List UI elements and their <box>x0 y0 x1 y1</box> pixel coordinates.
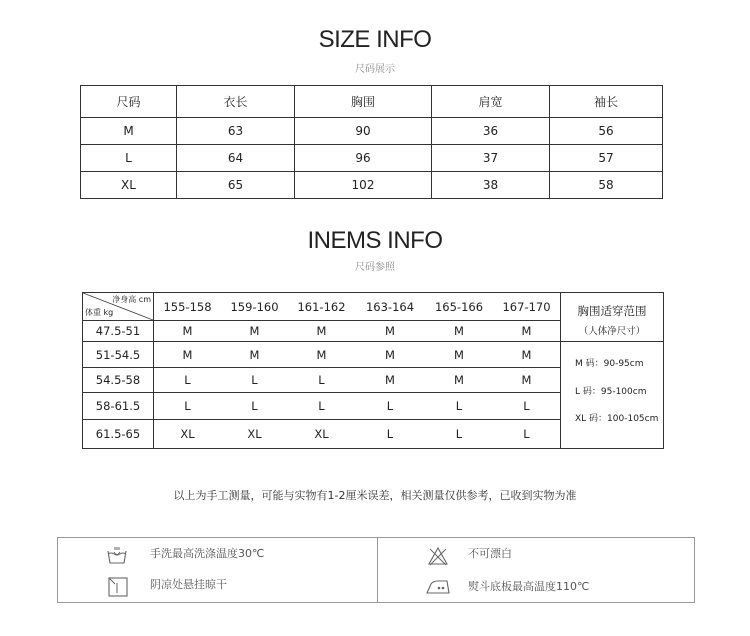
size-cell: L <box>221 393 288 420</box>
size-cell: XL <box>154 420 222 449</box>
height-header: 155-158 <box>154 293 222 321</box>
table-cell: L <box>81 145 177 172</box>
size-info-title: SIZE INFO <box>318 26 432 53</box>
no-bleach-label: 不可漂白 <box>468 547 512 560</box>
hand-wash-icon <box>106 546 128 570</box>
header-cell: 衣长 <box>177 86 295 118</box>
size-cell: M <box>521 324 532 338</box>
chest-range-list <box>561 342 664 449</box>
size-cell: M <box>316 324 327 338</box>
weight-cell: 61.5-65 <box>83 420 154 449</box>
table-cell: 57 <box>550 145 663 172</box>
care-instructions <box>57 537 695 603</box>
table-row <box>83 321 664 342</box>
table-cell: 90 <box>295 118 432 145</box>
weight-cell: 51-54.5 <box>83 342 154 368</box>
table-cell: M <box>81 118 177 145</box>
table-cell: XL <box>81 172 177 199</box>
weight-axis-label: 体重 kg <box>85 308 114 317</box>
size-cell: M <box>249 324 260 338</box>
size-cell: XL <box>221 420 288 449</box>
measurement-note: 以上为手工测量，可能与实物有1-2厘米误差，相关测量仅供参考，已收到实物为准 <box>173 489 577 502</box>
header-cell: 胸围 <box>295 86 432 118</box>
table-cell: 65 <box>177 172 295 199</box>
size-cell: M <box>355 342 425 368</box>
shade-dry-label: 阴凉处悬挂晾干 <box>150 578 227 591</box>
care-divider <box>377 538 378 602</box>
height-axis-label: 净身高 cm <box>112 295 151 304</box>
iron-icon <box>425 578 451 600</box>
table-row <box>81 145 663 172</box>
inems-info-subtitle: 尺码参照 <box>355 262 395 273</box>
table-cell: 38 <box>432 172 550 199</box>
size-cell: M <box>425 342 493 368</box>
header-cell: 肩宽 <box>432 86 550 118</box>
size-cell: L <box>355 393 425 420</box>
iron-label: 熨斗底板最高温度110℃ <box>468 580 590 593</box>
weight-cell: 58-61.5 <box>83 393 154 420</box>
table-cell: 64 <box>177 145 295 172</box>
size-cell: M <box>493 342 561 368</box>
size-cell: L <box>425 420 493 449</box>
fit-table-header <box>83 293 664 321</box>
table-cell: 63 <box>177 118 295 145</box>
corner-cell <box>83 293 154 321</box>
inems-info-title: INEMS INFO <box>307 227 443 254</box>
chest-range-m: M 码：90-95cm <box>575 358 644 369</box>
size-cell: L <box>154 393 222 420</box>
size-cell: L <box>221 368 288 393</box>
table-cell: 58 <box>550 172 663 199</box>
table-cell: 36 <box>432 118 550 145</box>
size-cell: L <box>493 393 561 420</box>
table-row <box>81 172 663 199</box>
table-row <box>83 342 664 368</box>
size-table <box>80 85 663 199</box>
no-bleach-icon <box>427 546 449 570</box>
header-cell: 尺码 <box>81 86 177 118</box>
chest-range-title: 胸围适穿范围 <box>561 293 664 321</box>
size-cell: L <box>288 393 355 420</box>
size-cell: M <box>454 324 464 338</box>
hand-wash-label: 手洗最高洗涤温度30℃ <box>150 547 265 560</box>
size-cell: M <box>385 324 395 338</box>
size-table-header <box>81 86 663 118</box>
fit-table <box>82 292 664 449</box>
size-cell: M <box>425 368 493 393</box>
header-cell: 袖长 <box>550 86 663 118</box>
height-header: 165-166 <box>425 293 493 321</box>
table-cell: 37 <box>432 145 550 172</box>
size-cell: M <box>288 342 355 368</box>
size-cell: L <box>493 420 561 449</box>
table-cell: 56 <box>550 118 663 145</box>
height-header: 163-164 <box>355 293 425 321</box>
size-cell: L <box>154 368 222 393</box>
size-cell: XL <box>288 420 355 449</box>
shade-dry-icon <box>108 577 128 601</box>
table-cell: 96 <box>295 145 432 172</box>
size-cell: M <box>182 324 193 338</box>
height-header: 159-160 <box>221 293 288 321</box>
size-cell: M <box>154 342 222 368</box>
weight-cell: 47.5-51 <box>83 321 154 342</box>
chest-range-l: L 码：95-100cm <box>575 386 647 397</box>
size-cell: M <box>493 368 561 393</box>
size-cell: M <box>221 342 288 368</box>
size-info-subtitle: 尺码展示 <box>355 64 395 75</box>
chest-range-xl: XL 码：100-105cm <box>575 414 659 425</box>
size-cell: L <box>288 368 355 393</box>
size-cell: M <box>355 368 425 393</box>
size-cell: L <box>425 393 493 420</box>
height-header: 161-162 <box>288 293 355 321</box>
table-cell: 102 <box>295 172 432 199</box>
chest-range-note: （人体净尺寸） <box>561 321 664 342</box>
height-header: 167-170 <box>493 293 561 321</box>
weight-cell: 54.5-58 <box>83 368 154 393</box>
size-cell: L <box>355 420 425 449</box>
table-row <box>81 118 663 145</box>
